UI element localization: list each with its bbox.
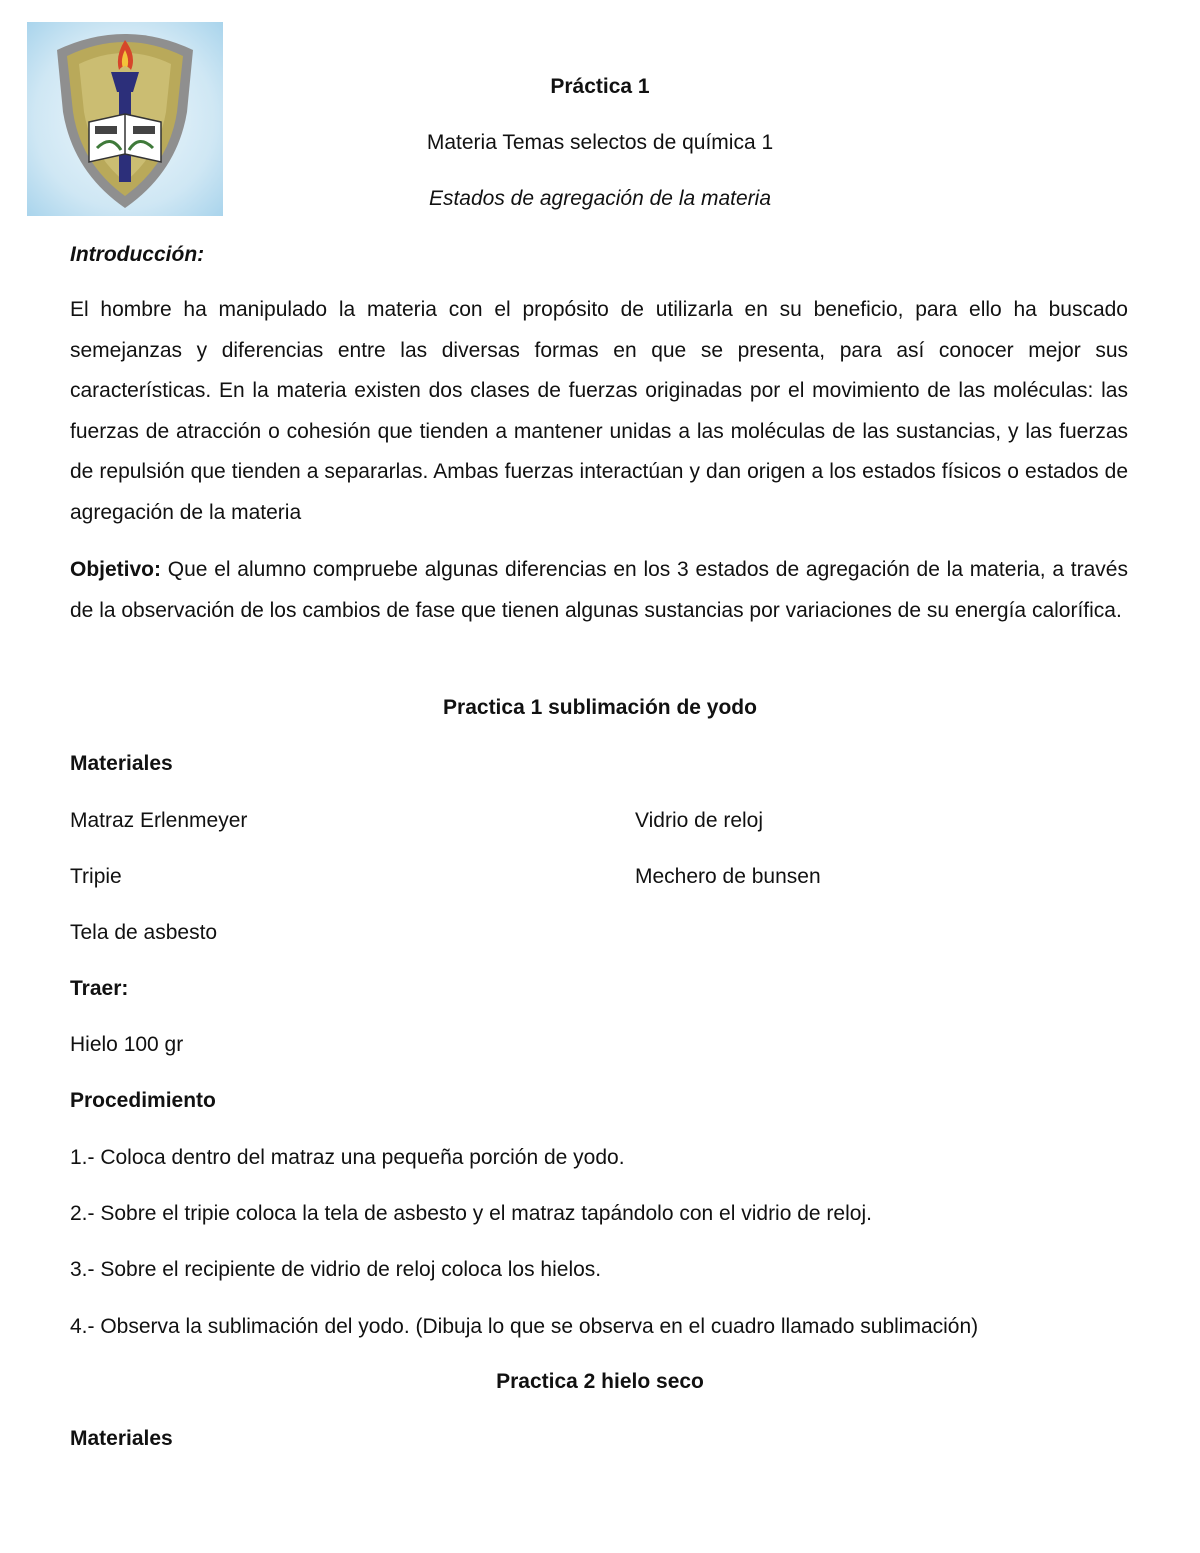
objective-paragraph bbox=[70, 550, 1128, 631]
procedure-heading: Procedimiento bbox=[70, 1089, 216, 1112]
procedure-step: 3.- Sobre el recipiente de vidrio de reloj coloca los hielos. bbox=[70, 1258, 602, 1281]
bring-item: Hielo 100 gr bbox=[70, 1033, 184, 1056]
material-item: Vidrio de reloj bbox=[635, 809, 764, 832]
material-item: Tela de asbesto bbox=[70, 921, 218, 944]
procedure-step: 4.- Observa la sublimación del yodo. (Dibuja lo que se observa en el cuadro llamado sublimación) bbox=[70, 1315, 979, 1338]
objective-label: Objetivo: bbox=[70, 558, 162, 581]
procedure-step: 1.- Coloca dentro del matraz una pequeña porción de yodo. bbox=[70, 1146, 625, 1169]
material-item: Tripie bbox=[70, 865, 122, 888]
procedure-step: 2.- Sobre el tripie coloca la tela de asbesto y el matraz tapándolo con el vidrio de reloj. bbox=[70, 1202, 872, 1225]
crest-icon bbox=[27, 22, 223, 216]
material-item: Matraz Erlenmeyer bbox=[70, 809, 248, 832]
material-item: Mechero de bunsen bbox=[635, 865, 821, 888]
document-title: Práctica 1 bbox=[550, 75, 650, 98]
practice2-materials-heading: Materiales bbox=[70, 1427, 173, 1450]
subject-line: Materia Temas selectos de química 1 bbox=[426, 131, 774, 154]
school-crest-logo bbox=[27, 22, 223, 216]
objective-text: Que el alumno compruebe algunas diferencias en los 3 estados de agregación de la materia, a través de la observación de los cambios de fase que tienen algunas sustancias por variaciones de su energía calorífica. bbox=[70, 558, 1128, 622]
bring-heading: Traer: bbox=[70, 977, 129, 1000]
topic-line: Estados de agregación de la materia bbox=[428, 187, 772, 210]
intro-heading: Introducción: bbox=[70, 243, 205, 266]
practice1-title: Practica 1 sublimación de yodo bbox=[443, 696, 757, 719]
practice1-materials-heading: Materiales bbox=[70, 752, 173, 775]
practice2-title: Practica 2 hielo seco bbox=[496, 1370, 704, 1393]
intro-paragraph: El hombre ha manipulado la materia con el propósito de utilizarla en su beneficio, para ello ha buscado semejanzas y diferencias entre las diversas formas en que se presenta, para así conocer mejor sus características. En la materia existen dos clases de fuerzas originadas por el movimiento de las moléculas: las fuerzas de atracción o cohesión que tienden a mantener unidas a las moléculas de las sustancias, y las fuerzas de repulsión que tienden a separarlas. Ambas fuerzas interactúan y dan origen a los estados físicos o estados de agregación de la materia bbox=[70, 298, 1128, 524]
